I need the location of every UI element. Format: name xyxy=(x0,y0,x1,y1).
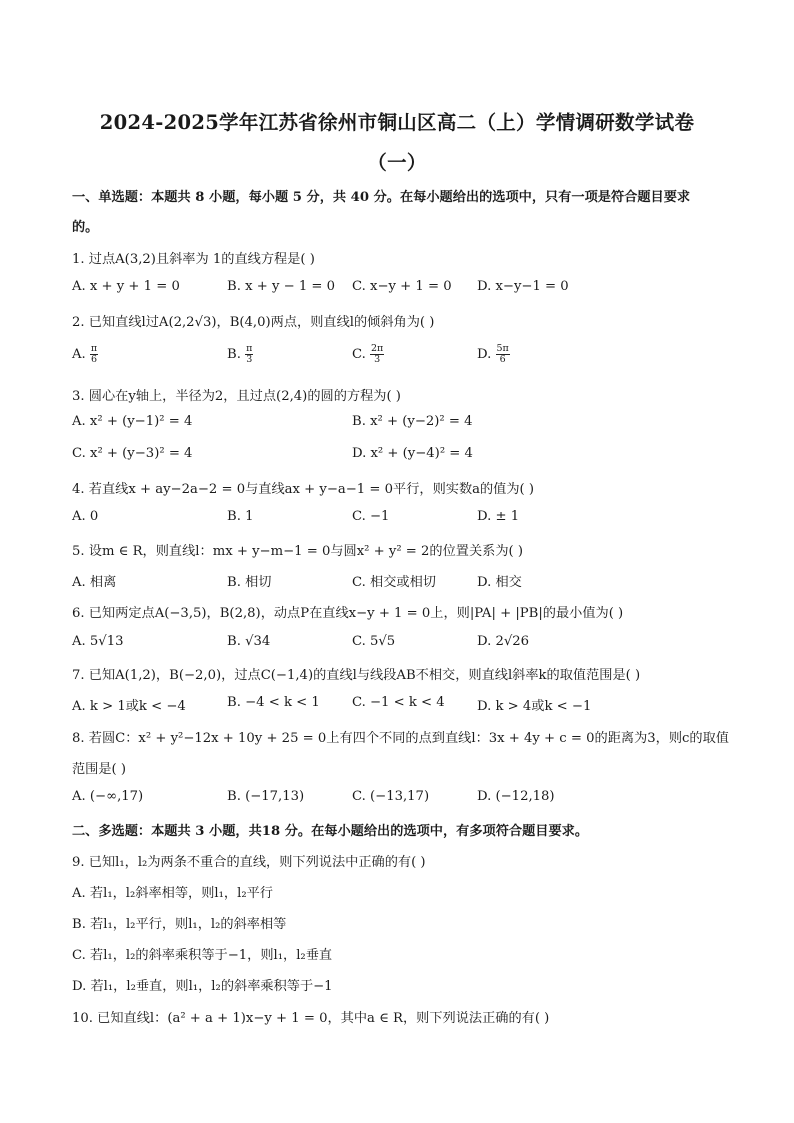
question-6-option-d: D. 2√26 xyxy=(477,634,530,649)
question-6-options xyxy=(72,634,722,656)
question-2-option-b: B. $\frac{\pi}{3}$ xyxy=(227,343,253,365)
question-5-option-d: D. 相交 xyxy=(477,575,522,590)
question-8-stem-cont: 范围是( ) xyxy=(72,762,127,777)
question-9-option-d: D. 若l₁，l₂垂直，则l₁，l₂的斜率乘积等于−1 xyxy=(72,979,333,994)
question-8-option-b: B. (−17,13) xyxy=(227,789,305,804)
question-3-stem: 3. 圆心在y轴上，半径为2，且过点(2,4)的圆的方程为( ) xyxy=(72,389,401,404)
question-3-option-b: B. x² + (y−2)² = 4 xyxy=(352,414,473,429)
question-5-option-c: C. 相交或相切 xyxy=(352,575,436,590)
question-6-stem: 6. 已知两定点A(−3,5)，B(2,8)，动点P在直线x−y + 1 = 0上，则|PA| + |PB|的最小值为( ) xyxy=(72,606,624,621)
question-4-stem: 4. 若直线x + ay−2a−2 = 0与直线ax + y−a−1 = 0平行，则实数a的值为( ) xyxy=(72,482,535,497)
question-9-option-b: B. 若l₁，l₂平行，则l₁，l₂的斜率相等 xyxy=(72,917,287,932)
question-4-option-c: C. −1 xyxy=(352,509,390,524)
question-8-stem: 8. 若圆C：x² + y²−12x + 10y + 25 = 0上有四个不同的点到直线l：3x + 4y + c = 0的距离为3，则c的取值 xyxy=(72,731,729,746)
question-8-options xyxy=(72,789,722,811)
question-5-options xyxy=(72,571,722,593)
question-1-option-c: C. x−y + 1 = 0 xyxy=(352,279,452,294)
question-9-option-c: C. 若l₁，l₂的斜率乘积等于−1，则l₁，l₂垂直 xyxy=(72,948,333,963)
exam-title-subtitle: （一） xyxy=(367,151,427,174)
question-10-stem: 10. 已知直线l：(a² + a + 1)x−y + 1 = 0，其中a ∈ R，则下列说法正确的有( ) xyxy=(72,1011,550,1026)
question-6-option-c: C. 5√5 xyxy=(352,634,396,649)
question-7-option-a: A. k > 1或k < −4 xyxy=(72,699,186,714)
section-1-instructions: 一、单选题：本题共 8 小题，每小题 5 分，共 40 分。在每小题给出的选项中，只有一项是符合题目要求 xyxy=(72,190,691,205)
question-7-option-c: C. −1 < k < 4 xyxy=(352,695,445,710)
question-2-option-a: A. $\frac{\pi}{6}$ xyxy=(72,343,98,365)
question-7-option-d: D. k > 4或k < −1 xyxy=(477,699,592,714)
question-7-option-b: B. −4 < k < 1 xyxy=(227,695,320,710)
fraction: $\frac{\pi}{6}$ xyxy=(90,343,98,365)
question-5-option-a: A. 相离 xyxy=(72,575,117,590)
question-3-options-row-2 xyxy=(72,446,722,468)
question-1-option-d: D. x−y−1 = 0 xyxy=(477,279,569,294)
question-6-option-b: B. √34 xyxy=(227,634,271,649)
question-2-option-d: D. $\frac{5\pi}{6}$ xyxy=(477,343,509,365)
fraction: $\frac{\pi}{3}$ xyxy=(246,343,253,365)
question-6-option-a: A. 5√13 xyxy=(72,634,124,649)
question-4-option-d: D. ± 1 xyxy=(477,509,520,524)
question-7-options xyxy=(72,695,722,717)
section-1-instructions-cont: 的。 xyxy=(72,220,99,235)
question-3-option-c: C. x² + (y−3)² = 4 xyxy=(72,446,193,461)
question-5-option-b: B. 相切 xyxy=(227,575,272,590)
question-3-option-d: D. x² + (y−4)² = 4 xyxy=(352,446,473,461)
question-1-options xyxy=(72,279,722,301)
fraction: $\frac{2\pi}{3}$ xyxy=(371,343,384,365)
question-4-option-b: B. 1 xyxy=(227,509,254,524)
question-8-option-a: A. (−∞,17) xyxy=(72,789,144,804)
question-4-options xyxy=(72,509,722,531)
question-2-option-c: C. $\frac{2\pi}{3}$ xyxy=(352,343,384,365)
question-8-option-d: D. (−12,18) xyxy=(477,789,555,804)
section-2-instructions: 二、多选题：本题共 3 小题，共18 分。在每小题给出的选项中，有多项符合题目要求。 xyxy=(72,824,589,839)
question-7-stem: 7. 已知A(1,2)，B(−2,0)，过点C(−1,4)的直线l与线段AB不相交，则直线l斜率k的取值范围是( ) xyxy=(72,668,641,683)
fraction: $\frac{5\pi}{6}$ xyxy=(496,343,509,365)
exam-title: 2024-2025学年江苏省徐州市铜山区高二（上）学情调研数学试卷 xyxy=(99,111,695,134)
question-8-option-c: C. (−13,17) xyxy=(352,789,430,804)
question-9-stem: 9. 已知l₁，l₂为两条不重合的直线，则下列说法中正确的有( ) xyxy=(72,855,426,870)
question-3-options-row-1 xyxy=(72,414,722,436)
question-9-option-a: A. 若l₁，l₂斜率相等，则l₁，l₂平行 xyxy=(72,886,273,901)
question-1-option-b: B. x + y − 1 = 0 xyxy=(227,279,336,294)
question-5-stem: 5. 设m ∈ R，则直线l：mx + y−m−1 = 0与圆x² + y² = 2的位置关系为( ) xyxy=(72,544,524,559)
question-4-option-a: A. 0 xyxy=(72,509,99,524)
question-3-option-a: A. x² + (y−1)² = 4 xyxy=(72,414,193,429)
question-2-stem: 2. 已知直线l过A(2,2√3)，B(4,0)两点，则直线l的倾斜角为( ) xyxy=(72,315,435,330)
question-1-option-a: A. x + y + 1 = 0 xyxy=(72,279,180,294)
question-1-stem: 1. 过点A(3,2)且斜率为 1的直线方程是( ) xyxy=(72,252,315,267)
question-2-options xyxy=(72,344,722,366)
